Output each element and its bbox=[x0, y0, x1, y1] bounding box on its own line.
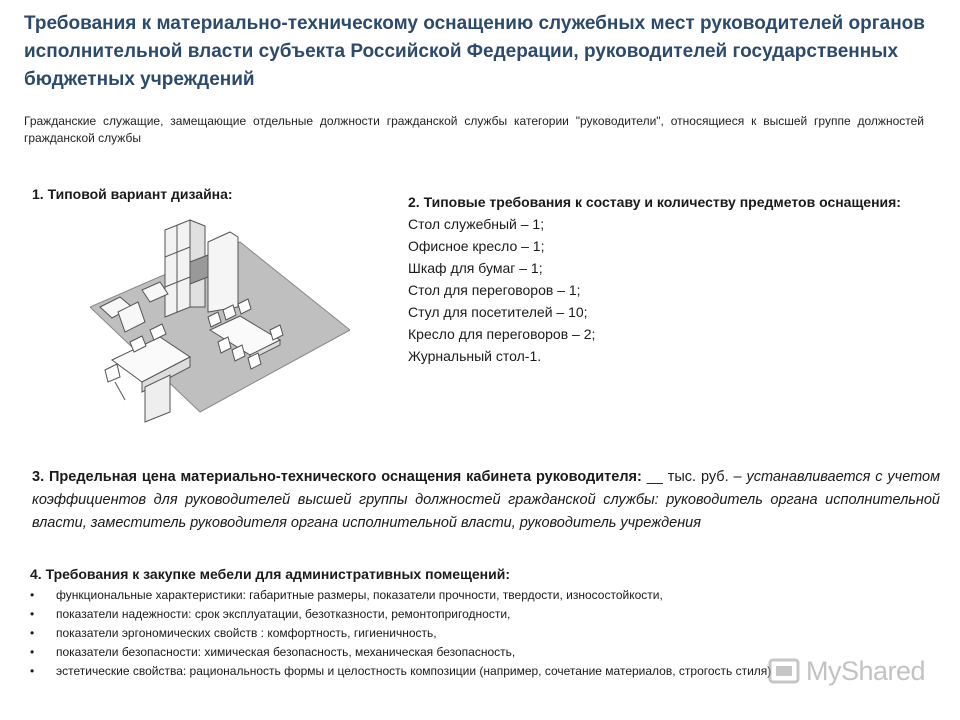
bullet-icon: • bbox=[30, 645, 35, 659]
requirement-item: Шкаф для бумаг – 1; bbox=[408, 260, 543, 276]
list-item-text: показатели надежности: срок эксплуатации, безотказности, ремонтопригодности, bbox=[56, 607, 511, 621]
requirement-item: Офисное кресло – 1; bbox=[408, 238, 545, 254]
requirement-item: Кресло для переговоров – 2; bbox=[408, 326, 596, 342]
list-item bbox=[30, 605, 930, 624]
bullet-icon: • bbox=[30, 588, 35, 602]
list-item-text: функциональные характеристики: габаритные размеры, показатели прочности, твердости, износостойкости, bbox=[56, 588, 663, 602]
requirement-item: Журнальный стол-1. bbox=[408, 348, 542, 364]
price-note: устанавливается с учетом коэффициентов для руководителей высшей группы должностей гражданской службы: руководитель органа исполнительной власти, заместитель руководителя органа исполнительной власти, руководитель учреждения bbox=[32, 469, 941, 531]
list-item bbox=[30, 586, 930, 605]
section-requirements-heading: 2. Типовые требования к составу и количеству предметов оснащения: bbox=[408, 194, 901, 210]
bullet-icon: • bbox=[30, 626, 35, 640]
page-title: Требования к материально-техническому оснащению служебных мест руководителей органов исполнительной власти субъекта Российской Федерации, руководителей государственных бюджетных учреждений bbox=[24, 13, 925, 90]
bullet-icon: • bbox=[30, 607, 35, 621]
list-item-text: показатели безопасности: химическая безопасность, механическая безопасность, bbox=[56, 645, 516, 659]
price-value: __ тыс. руб. – bbox=[646, 469, 742, 485]
subtitle: Гражданские служащие, замещающие отдельные должности гражданской службы категории "руководители", относящиеся к высшей группе должностей гражданской службы bbox=[24, 114, 924, 145]
list-item-text: эстетические свойства: рациональность формы и целостность композиции (например, сочетание материалов, строгость стиля) bbox=[56, 664, 772, 678]
section-procurement-heading: 4. Требования к закупке мебели для административных помещений: bbox=[30, 566, 511, 582]
requirement-item: Стул для посетителей – 10; bbox=[408, 304, 588, 320]
section-design-heading: 1. Типовой вариант дизайна: bbox=[32, 186, 233, 202]
section-price-heading: 3. Предельная цена материально-технического оснащения кабинета руководителя: bbox=[32, 469, 642, 485]
office-layout-illustration bbox=[90, 212, 350, 437]
section-requirements bbox=[408, 191, 908, 367]
section-price-limit bbox=[32, 466, 940, 535]
watermark-text: MyShared bbox=[806, 656, 926, 686]
list-item bbox=[30, 624, 930, 643]
requirement-item: Стол для переговоров – 1; bbox=[408, 282, 581, 298]
list-item-text: показатели эргономических свойств : комфортность, гигиеничность, bbox=[56, 626, 437, 640]
bullet-icon: • bbox=[30, 664, 35, 678]
requirement-item: Стол служебный – 1; bbox=[408, 216, 545, 232]
